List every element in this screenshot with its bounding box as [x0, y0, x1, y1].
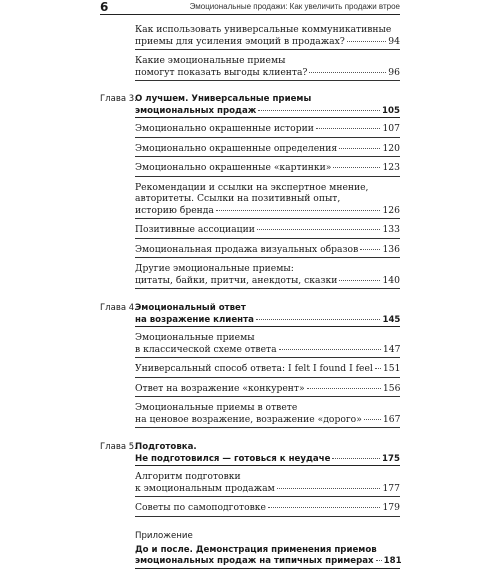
toc-entry: [135, 94, 400, 118]
toc-line: [135, 454, 400, 467]
page-ref: 156: [382, 382, 401, 394]
chapter-body: [135, 303, 400, 428]
page-ref: 175: [382, 453, 400, 464]
entry-text: Алгоритм подготовки: [135, 471, 241, 482]
toc-entry: [135, 182, 400, 220]
toc-line: [135, 55, 400, 67]
page-ref: 145: [382, 314, 401, 325]
page-ref: 181: [383, 556, 402, 566]
entry-text: О лучшем. Универсальные приемы: [135, 94, 312, 104]
page-number: 6: [100, 0, 109, 14]
entry-text: приемы для усиления эмоций в продажах?: [135, 35, 345, 47]
page-ref: 136: [382, 243, 400, 255]
dot-leader: [257, 229, 381, 230]
toc-line: [135, 471, 400, 483]
entry-rule: [135, 496, 400, 497]
page-ref: 123: [382, 162, 400, 173]
page-ref: 105: [382, 105, 400, 116]
toc-line: [135, 483, 400, 495]
entry-rule: [135, 396, 400, 397]
toc-entry: [135, 471, 400, 497]
entry-rule: [135, 137, 400, 138]
toc-entry: [135, 442, 400, 466]
chapter-4: [100, 303, 400, 428]
toc-entry: [135, 244, 400, 259]
toc-line: [135, 502, 400, 514]
toc-line: [135, 224, 400, 236]
toc-entry: [135, 162, 400, 177]
toc-entry: [135, 224, 400, 239]
toc-entry: [135, 332, 400, 358]
chapter-body: [135, 94, 400, 289]
toc-line: [135, 36, 400, 48]
entry-text: на возражение клиента: [135, 314, 254, 325]
page-ref: 120: [382, 142, 400, 154]
entry-rule: [135, 377, 400, 378]
toc-line: [135, 123, 400, 135]
entry-text: Советы по самоподготовке: [135, 502, 266, 513]
toc-line: [135, 67, 400, 79]
entry-text: Рекомендации и ссылки на экспертное мнение,: [135, 181, 369, 193]
entry-text: Эмоциональные приемы в ответе: [135, 402, 298, 413]
entry-text: к эмоциональным продажам: [135, 482, 275, 494]
page-ref: 147: [382, 343, 401, 355]
entry-text: историю бренда: [135, 204, 214, 216]
entry-rule: [135, 427, 400, 428]
toc-line: [135, 275, 400, 287]
dot-leader: [256, 319, 381, 320]
page-header: [100, 0, 400, 16]
page-ref: 94: [388, 35, 400, 47]
entry-rule: [135, 49, 400, 50]
entry-rule: [135, 288, 400, 289]
toc-line: [135, 24, 400, 36]
toc-line: [135, 332, 400, 344]
entry-text: цитаты, байки, притчи, анекдоты, сказки: [135, 274, 338, 286]
chapter-3: [100, 94, 400, 289]
entry-text: Эмоциональные приемы: [135, 332, 255, 343]
entry-text: на ценовое возражение, возражение «дорого»: [135, 413, 362, 425]
toc-line: [135, 106, 400, 119]
running-title: Эмоциональные продажи: Как увеличить продажи втрое: [189, 2, 400, 11]
toc-line: [135, 315, 400, 328]
dot-leader: [339, 148, 380, 149]
entry-text: Как использовать универсальные коммуникативные: [135, 24, 392, 35]
dot-leader: [309, 72, 386, 73]
toc-line: [135, 193, 400, 205]
entry-text: Эмоционально окрашенные «картинки»: [135, 162, 332, 173]
entry-text: Позитивные ассоциации: [135, 224, 255, 235]
toc-line: [135, 344, 400, 356]
entry-rule: [135, 218, 400, 219]
page-ref: 140: [382, 274, 400, 286]
toc-line: [135, 402, 400, 414]
dot-leader: [376, 560, 382, 561]
toc-line: [135, 414, 400, 426]
dot-leader: [333, 167, 380, 168]
chapter-label: Глава 3.: [100, 94, 137, 104]
toc-entry: [135, 363, 400, 378]
toc-line: [135, 143, 400, 155]
page-ref: 151: [382, 363, 401, 374]
chapter-label: Глава 4.: [100, 303, 137, 313]
toc-entry: [135, 55, 400, 81]
toc-line: [135, 545, 400, 557]
toc-line: [135, 383, 400, 395]
table-of-contents: [100, 20, 400, 569]
dot-leader: [332, 458, 380, 459]
toc-line: [135, 363, 400, 375]
entry-text: До и после. Демонстрация применения приемов: [135, 544, 377, 555]
page-ref: 107: [382, 123, 400, 134]
dot-leader: [216, 210, 381, 211]
toc-line: [135, 244, 400, 256]
toc-line: [135, 205, 400, 217]
page-ref: 167: [382, 413, 401, 425]
dot-leader: [364, 419, 381, 420]
chapter-5: [100, 442, 400, 517]
toc-entry: [135, 545, 400, 569]
toc-entry: [135, 24, 400, 50]
dot-leader: [347, 41, 387, 42]
entry-text: эмоциональных продаж: [135, 105, 257, 116]
dot-leader: [279, 349, 381, 350]
toc-entry: [135, 303, 400, 327]
entry-text: Эмоционально окрашенные определения: [135, 142, 338, 154]
entry-rule: [135, 80, 400, 81]
entry-text: Другие эмоциональные приемы:: [135, 263, 294, 274]
entry-text: в классической схеме ответа: [135, 343, 277, 355]
entry-text: Не подготовился — готовься к неудаче: [135, 453, 331, 464]
entry-rule: [135, 516, 400, 517]
entry-text: Универсальный способ ответа: I felt I found I feel: [135, 363, 373, 374]
entry-text: эмоциональных продаж на типичных примерах: [135, 556, 374, 566]
entry-rule: [135, 257, 400, 258]
toc-entry: [135, 123, 400, 138]
appendix-label: Приложение: [135, 530, 193, 541]
entry-text: Какие эмоциональные приемы: [135, 55, 286, 66]
dot-leader: [277, 488, 381, 489]
entry-rule: [135, 156, 400, 157]
entry-text: Ответ на возражение «конкурент»: [135, 382, 305, 394]
dot-leader: [316, 128, 381, 129]
page-ref: 126: [382, 204, 400, 216]
entry-rule: [135, 176, 400, 177]
dot-leader: [307, 388, 381, 389]
entry-text: помогут показать выгоды клиента?: [135, 66, 308, 78]
toc-line: [135, 303, 400, 315]
toc-line: [135, 263, 400, 275]
dot-leader: [268, 507, 380, 508]
toc-entry: [135, 143, 400, 158]
entry-text: Эмоционально окрашенные истории: [135, 123, 314, 134]
dot-leader: [360, 249, 380, 250]
chapter-body: [135, 442, 400, 517]
toc-entry: [135, 402, 400, 428]
entry-text: Эмоциональная продажа визуальных образов: [135, 243, 359, 255]
entry-text: Эмоциональный ответ: [135, 303, 246, 313]
toc-entry: [135, 502, 400, 517]
toc-entry: [135, 263, 400, 289]
dot-leader: [258, 110, 380, 111]
dot-leader: [375, 368, 381, 369]
page-ref: 179: [382, 502, 400, 513]
toc-line: [135, 556, 400, 569]
toc-line: [135, 442, 400, 454]
entry-text: авторитеты. Ссылки на позитивный опыт,: [135, 193, 341, 204]
entry-rule: [135, 357, 400, 358]
entry-rule: [135, 238, 400, 239]
header-rule: [100, 14, 400, 15]
toc-line: [135, 182, 400, 194]
entry-text: Подготовка.: [135, 442, 197, 452]
chapter-label: Глава 5.: [100, 442, 137, 452]
toc-entry: [135, 383, 400, 398]
page-ref: 96: [388, 66, 400, 78]
toc-line: [135, 162, 400, 174]
dot-leader: [339, 280, 380, 281]
toc-line: [135, 94, 400, 106]
page-ref: 133: [382, 224, 400, 235]
page-ref: 177: [382, 482, 400, 494]
appendix: [135, 531, 400, 569]
